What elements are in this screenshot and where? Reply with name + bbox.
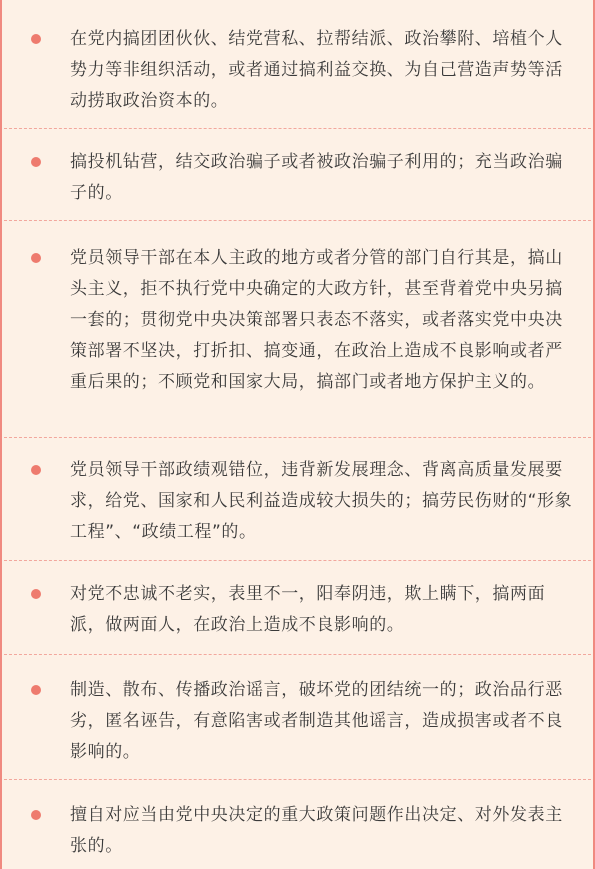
divider — [4, 560, 591, 561]
bullet-icon — [31, 157, 41, 167]
list-item-text: 制造、散布、传播政治谣言，破坏党的团结统一的；政治品行恶劣，匿名诬告，有意陷害或者制造其他谣言，造成损害或者不良影响的。 — [70, 680, 563, 762]
bullet-icon — [31, 465, 41, 475]
bullet-icon — [31, 253, 41, 263]
divider — [4, 128, 591, 129]
divider — [4, 437, 591, 438]
list-item-text: 党员领导干部在本人主政的地方或者分管的部门自行其是，搞山头主义，拒不执行党中央确定的大政方针，甚至背着党中央另搞一套的；贯彻党中央决策部署只表态不落实，或者落实党中央决策部署不坚决，打折扣、搞变通，在政治上造成不良影响或者严重后果的；不顾党和国家大局，搞部门或者地方保护主义的。 — [70, 248, 563, 392]
bullet-icon — [31, 810, 41, 820]
list-item-text: 擅自对应当由党中央决定的重大政策问题作出决定、对外发表主张的。 — [70, 805, 563, 856]
bullet-icon — [31, 589, 41, 599]
bullet-icon — [31, 685, 41, 695]
divider — [4, 779, 591, 780]
bullet-icon — [31, 34, 41, 44]
list-item-text: 对党不忠诚不老实，表里不一，阳奉阴违，欺上瞒下，搞两面派，做两面人，在政治上造成不良影响的。 — [70, 584, 546, 635]
divider — [4, 654, 591, 655]
list-item-text: 党员领导干部政绩观错位，违背新发展理念、背离高质量发展要求，给党、国家和人民利益造成较大损失的；搞劳民伤财的“形象工程”、“政绩工程”的。 — [70, 460, 573, 542]
divider — [4, 220, 591, 221]
list-item-text: 搞投机钻营，结交政治骗子或者被政治骗子利用的；充当政治骗子的。 — [70, 152, 563, 203]
list-item-text: 在党内搞团团伙伙、结党营私、拉帮结派、政治攀附、培植个人势力等非组织活动，或者通过搞利益交换、为自己营造声势等活动捞取政治资本的。 — [70, 29, 563, 111]
